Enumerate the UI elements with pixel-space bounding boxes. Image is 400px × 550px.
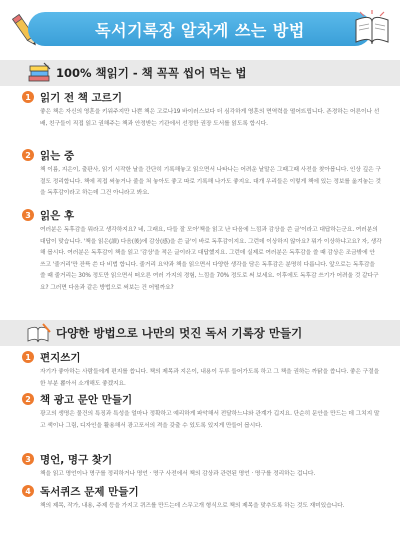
page-title [28, 12, 372, 46]
step-description: 책 이름, 지은이, 출판사, 읽기 시작한 날을 간단히 기록해놓고 읽으면서 나타나는 어려운 낱말은 그때그때 사전을 찾아봅니다. 인상 깊은 구절도 정리합니다. 책에 직접 써놓거나 줄을 쳐 놓아도 좋고 따로 기록해 나가도 좋지요. 대개 우리들은 이렇게 책에 있는 정보를 옮겨놓는 것을 독후감이라고 하는데 그건 아니라고 봐요. [40, 167, 381, 197]
book-icon [352, 8, 392, 50]
step-number-badge: 4 [22, 485, 34, 497]
step-description: 자기가 좋아하는 사람들에게 편지를 씁니다. 책의 제목과 지은이, 내용이 두루 들어가도록 하고 그 책을 권하는 까닭을 씁니다. 좋은 구절을 한 부분 뽑아서 소개해도 좋겠지요. [40, 369, 380, 387]
step-title: 편지쓰기 [40, 351, 81, 364]
reading-step-1 [22, 90, 382, 130]
section-header-reading [0, 60, 400, 86]
step-title: 읽은 후 [40, 209, 75, 222]
page-title-text: 독서기록장 알차게 쓰는 방법 [95, 20, 305, 40]
step-number-badge: 1 [22, 351, 34, 363]
step-description: 여러분은 독후감을 뭐라고 생각하지요? 네, 그래요, 다들 잘 모아'책을 읽고 난 다음에 느낌과 감상을 쓴 글'이라고 대답하는군요. 여러분의 대답이 맞습니다. '책을 읽은(讀) 다음(後)에 감상(感)을 쓴 글'이 바로 독후감이지요. 그런데 이상하지 않아요? 뭐가 이상하냐고요? 자, 생각해 봅시다. 여러분은 독후감이 책을 읽고 '감상'을 적은 글이라고 대답했지요. 그런데 실제로 여러분은 독후감을 쓸 때 감상은 조금밖에 안 쓰고 '줄거리'만 잔뜩 쓴 다 비법 합니다. 줄거리 요약과 책을 읽으면서 다양한 생각을 담은 독후감은 분명히 다릅니다. 앞으로는 독후감을 쓸 때 줄거리는 30% 정도만 읽으면서 떠오른 여러 가지의 경험, 느낌을 70% 정도로 써 보세요. 이후에도 독후감 쓰기가 어려울 것 같다구요? 그러면 다음과 같은 방법으로 써보는 건 어떨까요? [40, 227, 382, 291]
step-description: 광고의 생명은 물건의 특징과 특성을 얼마나 정확하고 예리하게 파악해서 전달하느냐와 관계가 깁지요. 단순히 문안을 만드는 데 그치지 말고 색이나 그림, 디자인을 활용해서 광고포서의 격을 갖출 수 있도록 있지게 만들어 봅시다. [40, 411, 380, 429]
step-description: 책의 제목, 작가, 내용, 주제 등을 가지고 퀴즈를 만드는데 스무고개 형식으로 책의 제목을 맞추도록 하는 것도 재미있습니다. [40, 503, 345, 509]
step-title: 읽기 전 책 고르기 [40, 91, 122, 104]
step-number-badge: 2 [22, 393, 34, 405]
method-step-2 [22, 392, 382, 432]
step-number-badge: 3 [22, 453, 34, 465]
reading-step-3 [22, 208, 382, 295]
step-title: 명언, 명구 찾기 [40, 453, 113, 466]
step-title: 읽는 중 [40, 149, 75, 162]
method-step-3 [22, 452, 382, 481]
step-number-badge: 3 [22, 209, 34, 221]
section-title-record-methods: 다양한 방법으로 나만의 멋진 독서 기록장 만들기 [56, 326, 303, 340]
step-description: 좋은 책은 자신의 영혼을 키워주지만 나쁜 책은 고로나19 바이러스보다 더 심각하게 영혼의 면역력을 떨어뜨립니다. 존경하는 어른이나 선배, 친구들이 직접 읽고 권해주는 책과 안정받는 기관에서 선정한 권장 도서를 읽도록 합시다. [40, 109, 380, 127]
section-header-record-methods [0, 320, 400, 346]
step-number-badge: 1 [22, 91, 34, 103]
step-description: 책을 읽고 명언이나 명구를 정리하거나 명언 · 명구 사전에서 책의 감상과 관련된 명언 · 명구를 정리하는 겁니다. [40, 471, 316, 477]
step-title: 독서퀴즈 문제 만들기 [40, 485, 139, 498]
books-stack-icon [26, 62, 52, 84]
method-step-4 [22, 484, 382, 513]
step-title: 책 광고 문안 만들기 [40, 393, 133, 406]
book-pencil-icon [26, 322, 52, 344]
step-number-badge: 2 [22, 149, 34, 161]
method-step-1 [22, 350, 382, 390]
reading-step-2 [22, 148, 382, 200]
section-title-reading: 100% 책읽기 - 책 꼭꼭 씹어 먹는 법 [56, 66, 247, 80]
